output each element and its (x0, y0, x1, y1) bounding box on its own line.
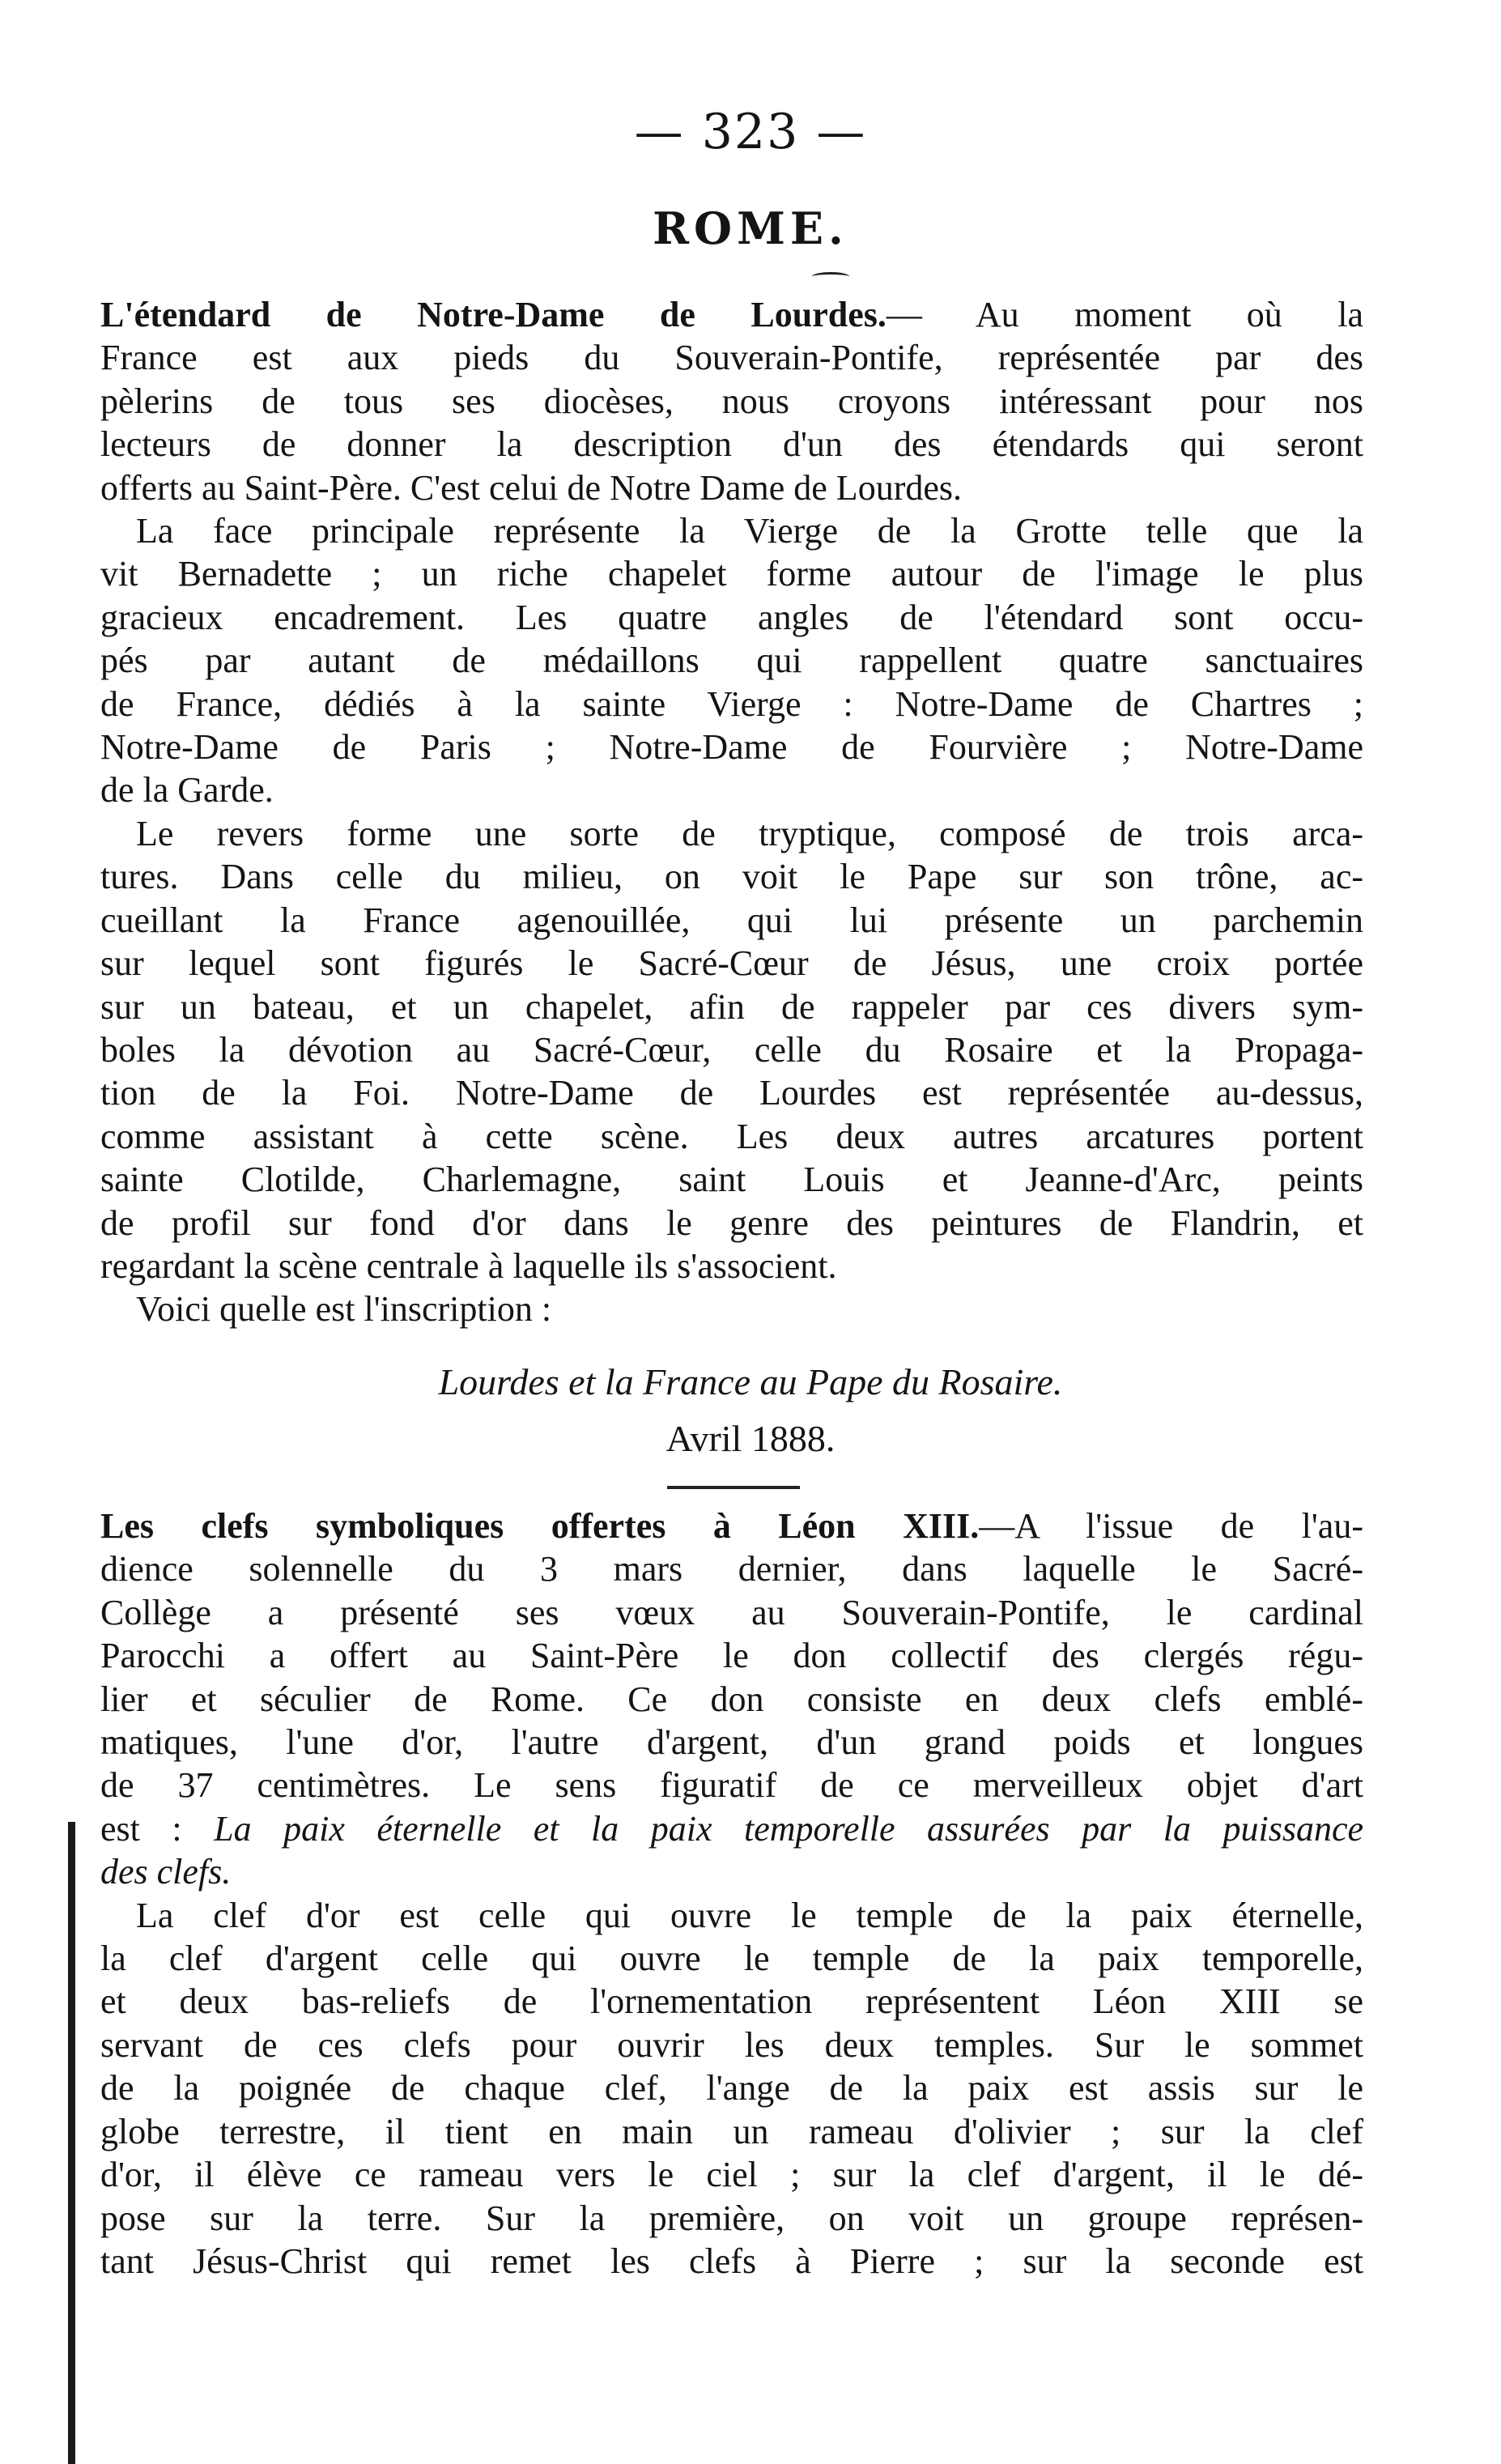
text-line: vit Bernadette ; un riche chapelet forme autour de l'image le plus (100, 554, 1363, 594)
text-line: globe terrestre, il tient en main un rameau d'olivier ; sur la clef (100, 2111, 1363, 2151)
text-line: sainte Clotilde, Charlemagne, saint Louis et Jeanne-d'Arc, peints (100, 1160, 1363, 1200)
page-number: — 323 — (634, 104, 867, 160)
inscription: Lourdes et la France au Pape du Rosaire. (438, 1361, 1063, 1402)
article-etendard (100, 293, 1363, 1331)
text-line: lier et séculier de Rome. Ce don consiste en deux clefs emblé- (100, 1679, 1363, 1719)
text-line: et deux bas-reliefs de l'ornementation représentent Léon XIII se (100, 1981, 1363, 2022)
text-line: tures. Dans celle du milieu, on voit le Pape sur son trône, ac- (100, 857, 1363, 897)
text-line: Voici quelle est l'inscription : (136, 1289, 552, 1330)
separator-rule (667, 1486, 800, 1489)
text-line: matiques, l'une d'or, l'autre d'argent, d'un grand poids et longues (100, 1722, 1363, 1763)
article-clefs (100, 1504, 1363, 2283)
text-line: gracieux encadrement. Les quatre angles de l'étendard sont occu- (100, 597, 1363, 637)
text-line: dience solennelle du 3 mars dernier, dans laquelle le Sacré- (100, 1549, 1363, 1589)
text-line: de profil sur fond d'or dans le genre des peintures de Flandrin, et (100, 1202, 1363, 1243)
margin-rule (68, 1822, 75, 2464)
text-line: boles la dévotion au Sacré-Cœur, celle du Rosaire et la Propaga- (100, 1029, 1363, 1070)
article-heading: L'étendard de Notre-Dame de Lourdes. (100, 295, 887, 334)
text-line: pèlerins de tous ses diocèses, nous croyons intéressant pour nos (100, 381, 1363, 421)
title-ornament (812, 272, 849, 281)
text-line: de la poignée de chaque clef, l'ange de la paix est assis sur le (100, 2068, 1363, 2109)
text-line: de la Garde. (100, 770, 274, 811)
text-line: regardant la scène centrale à laquelle ils s'associent. (100, 1245, 837, 1286)
text-line: L'étendard de Notre-Dame de Lourdes.— Au moment où la (100, 295, 1363, 334)
text-line: est : La paix éternelle et la paix temporelle assurées par la puissance (100, 1808, 1364, 1849)
text-line: lecteurs de donner la description d'un des étendards qui seront (100, 424, 1363, 465)
text-line: La clef d'or est celle qui ouvre le temple de la paix éternelle, (136, 1895, 1363, 1935)
text-line: cueillant la France agenouillée, qui lui présente un parchemin (100, 900, 1363, 940)
inscription-date: Avril 1888. (665, 1418, 836, 1459)
text-line: la clef d'argent celle qui ouvre le temple de la paix temporelle, (100, 1938, 1363, 1979)
text-line: tant Jésus-Christ qui remet les clefs à Pierre ; sur la seconde est (100, 2241, 1363, 2281)
text-line: France est aux pieds du Souverain-Pontife, représentée par des (100, 338, 1363, 378)
text-line: Les clefs symboliques offertes à Léon XIII.—A l'issue de l'au- (100, 1506, 1363, 1546)
text-line: offerts au Saint-Père. C'est celui de Notre Dame de Lourdes. (100, 467, 962, 508)
text-line: d'or, il élève ce rameau vers le ciel ; sur la clef d'argent, il le dé- (100, 2155, 1363, 2195)
motto-end: des clefs. (100, 1852, 232, 1892)
text-line: tion de la Foi. Notre-Dame de Lourdes est représentée au-dessus, (100, 1073, 1363, 1113)
text-line: Collège a présenté ses vœux au Souverain-Pontife, le cardinal (100, 1592, 1363, 1632)
section-title: ROME. (653, 202, 848, 254)
text-line: pés par autant de médaillons qui rappellent quatre sanctuaires (100, 640, 1363, 681)
motto: La paix éternelle et la paix temporelle assurées par la puissance (214, 1808, 1364, 1849)
text-line: Notre-Dame de Paris ; Notre-Dame de Fourvière ; Notre-Dame (100, 727, 1363, 768)
text-line: sur un bateau, et un chapelet, afin de rappeler par ces divers sym- (100, 986, 1363, 1027)
article-heading: Les clefs symboliques offertes à Léon XIII. (100, 1506, 980, 1546)
text-line: La face principale représente la Vierge de la Grotte telle que la (136, 511, 1363, 551)
text-line: de France, dédiés à la sainte Vierge : Notre-Dame de Chartres ; (100, 683, 1363, 724)
text-line: sur lequel sont figurés le Sacré-Cœur de Jésus, une croix portée (100, 943, 1363, 984)
text-line: Le revers forme une sorte de tryptique, composé de trois arca- (136, 813, 1363, 853)
text-line: de 37 centimètres. Le sens figuratif de ce merveilleux objet d'art (100, 1765, 1363, 1806)
text-line: comme assistant à cette scène. Les deux autres arcatures portent (100, 1116, 1363, 1156)
text-line: servant de ces clefs pour ouvrir les deux temples. Sur le sommet (100, 2024, 1363, 2065)
text-line: pose sur la terre. Sur la première, on voit un groupe représen- (100, 2198, 1363, 2238)
text-line: Parocchi a offert au Saint-Père le don collectif des clergés régu- (100, 1636, 1363, 1676)
